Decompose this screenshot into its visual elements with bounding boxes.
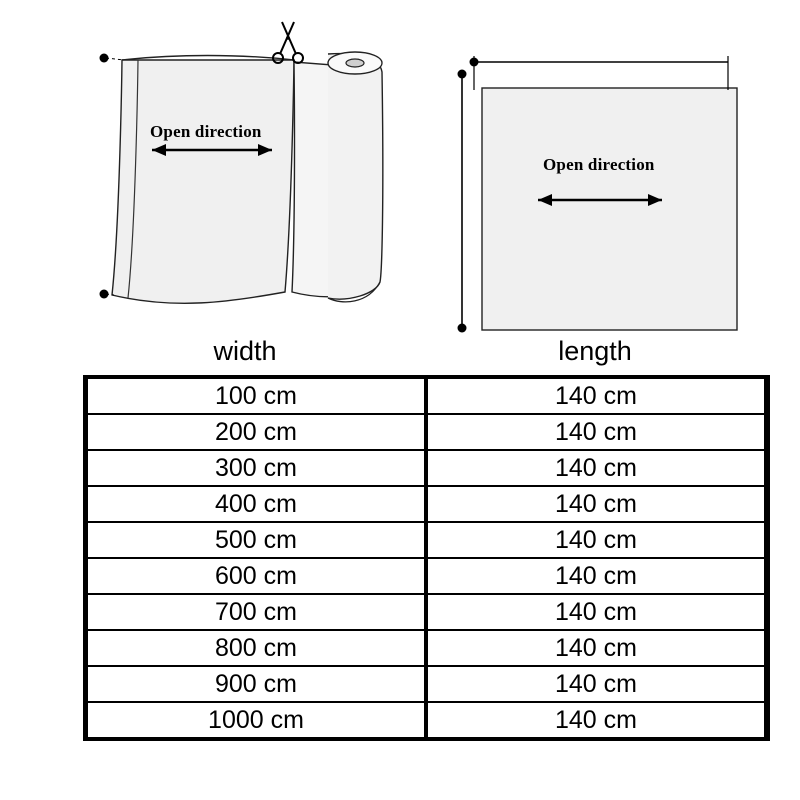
cell-width: 500 cm	[86, 522, 427, 558]
cell-width: 400 cm	[86, 486, 427, 522]
caption-length: length	[558, 336, 632, 366]
table-row	[86, 522, 768, 558]
cell-width: 900 cm	[86, 666, 427, 702]
size-table-wrapper	[83, 375, 755, 735]
open-direction-label-right: Open direction	[543, 155, 655, 174]
cell-width: 700 cm	[86, 594, 427, 630]
table-row	[86, 630, 768, 666]
table-row	[86, 450, 768, 486]
cell-width: 1000 cm	[86, 702, 427, 739]
caption-width: width	[213, 336, 277, 366]
table-row	[86, 666, 768, 702]
guide-line-top	[106, 58, 124, 60]
corner-dot-left-bottom	[458, 324, 467, 333]
table-row	[86, 594, 768, 630]
cell-width: 300 cm	[86, 450, 427, 486]
cell-length: 140 cm	[426, 450, 767, 486]
diagram-area	[0, 0, 800, 340]
fabric-roll-side	[328, 54, 383, 299]
cell-length: 140 cm	[426, 594, 767, 630]
fabric-roll-diagram	[80, 10, 400, 330]
fabric-panel-icon	[482, 88, 737, 330]
cell-length: 140 cm	[426, 630, 767, 666]
cell-length: 140 cm	[426, 486, 767, 522]
table-row	[86, 377, 768, 414]
fabric-roll-svg	[80, 10, 400, 330]
fabric-sheet-icon	[112, 60, 294, 303]
cell-width: 800 cm	[86, 630, 427, 666]
cell-length: 140 cm	[426, 702, 767, 739]
cell-length: 140 cm	[426, 666, 767, 702]
size-table	[83, 375, 770, 741]
open-direction-label-left: Open direction	[150, 122, 262, 141]
fabric-panel-diagram	[450, 40, 760, 340]
table-row	[86, 486, 768, 522]
table-row	[86, 558, 768, 594]
size-table-body	[86, 377, 768, 739]
roll-end-core	[346, 59, 364, 67]
cell-width: 600 cm	[86, 558, 427, 594]
cell-length: 140 cm	[426, 558, 767, 594]
corner-dot-top-right	[470, 58, 479, 67]
cell-length: 140 cm	[426, 377, 767, 414]
caption-row	[0, 336, 800, 372]
cell-width: 200 cm	[86, 414, 427, 450]
table-row	[86, 702, 768, 739]
table-row	[86, 414, 768, 450]
cell-length: 140 cm	[426, 522, 767, 558]
fabric-panel-svg	[450, 40, 760, 340]
corner-dot-left-top	[458, 70, 467, 79]
cell-width: 100 cm	[86, 377, 427, 414]
cell-length: 140 cm	[426, 414, 767, 450]
scissors-icon	[273, 22, 303, 63]
